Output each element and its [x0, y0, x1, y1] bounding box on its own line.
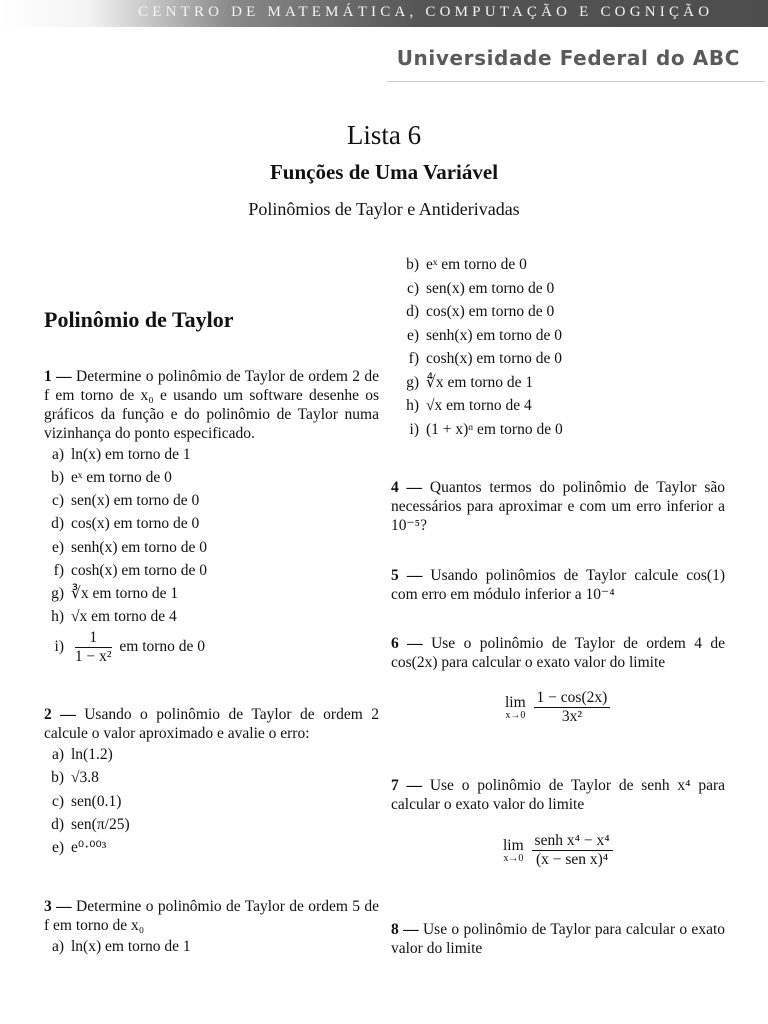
question-1	[44, 367, 379, 443]
list-item: b) eˣ em torno de 0	[406, 256, 527, 273]
question-text: Determine o polinômio de Taylor de ordem 5 de f em torno de x₀	[44, 898, 380, 934]
question-text: Usando polinômios de Taylor calcule cos(1) com erro em módulo inferior a 10⁻⁴	[391, 567, 725, 603]
list-item: i) (1 + x)ᵅ em torno de 0	[409, 421, 563, 438]
list-item: e) senh(x) em torno de 0	[406, 327, 563, 344]
fraction: $\frac{\text{senh x⁴ − x⁴}}{\text{(x − sen x)⁴}}$	[532, 832, 613, 869]
question-5	[391, 566, 725, 604]
list-item: b) eˣ em torno de 0	[51, 469, 172, 486]
question-4	[391, 478, 725, 535]
doc-subtitle: Funções de Uma Variável	[269, 160, 499, 184]
question-number: 5 —	[391, 567, 423, 584]
question-7	[391, 776, 725, 814]
list-item: e) e⁰·⁰⁰³	[51, 839, 107, 856]
list-item: i) $\frac{1}{\text{1 − x²}}$ em torno de 0	[54, 629, 206, 665]
list-item: d) cos(x) em torno de 0	[51, 515, 200, 532]
question-number: 7 —	[391, 777, 423, 794]
list-item: c) sen(x) em torno de 0	[51, 492, 200, 509]
question-number: 6 —	[391, 635, 423, 652]
question-8	[391, 920, 725, 958]
section-title: Polinômio de Taylor	[44, 307, 234, 332]
question-number: 1 —	[44, 368, 72, 385]
question-number: 2 —	[44, 706, 76, 723]
list-item: e) senh(x) em torno de 0	[51, 539, 208, 556]
question-6	[391, 634, 725, 672]
header-rule	[387, 81, 765, 82]
university-name: Universidade Federal do ABC	[396, 46, 740, 70]
list-item: d) sen(π/25)	[51, 816, 130, 833]
list-item: d) cos(x) em torno de 0	[406, 303, 555, 320]
question-text: Quantos termos do polinômio de Taylor são necessários para aproximar e com um erro inferior a 10⁻⁵?	[391, 479, 726, 534]
list-item: g) ∜x em torno de 1	[406, 374, 534, 391]
question-3	[44, 897, 379, 935]
question-text: Use o polinômio de Taylor para calcular o exato valor do limite	[391, 921, 725, 957]
question-2	[44, 705, 379, 743]
header-banner	[0, 0, 768, 27]
list-item: h) √x em torno de 4	[406, 397, 532, 414]
question-text: Usando o polinômio de Taylor de ordem 2 calcule o valor aproximado e avalie o erro:	[44, 706, 379, 742]
list-item: f) cosh(x) em torno de 0	[408, 350, 563, 367]
doc-topic: Polinômios de Taylor e Antiderivadas	[248, 199, 520, 219]
banner-text: CENTRO DE MATEMÁTICA, COMPUTAÇÃO E COGNIÇÃO	[138, 4, 714, 20]
fraction: $\frac{1}{\text{1 − x²}}$	[74, 629, 112, 665]
question-number: 3 —	[44, 898, 72, 915]
list-item: f) cosh(x) em torno de 0	[53, 562, 208, 579]
question-number: 4 —	[391, 479, 423, 496]
list-item: h) √x em torno de 4	[51, 608, 177, 625]
list-item: g) ∛x em torno de 1	[51, 585, 179, 602]
list-item: b) √3.8	[51, 769, 99, 786]
list-item: c) sen(0.1)	[51, 793, 122, 810]
limit-expression: lim x→0 $\frac{1 - \cos(2x)}{\text{3x²}}$	[505, 689, 614, 726]
list-item: c) sen(x) em torno de 0	[406, 280, 555, 297]
question-text: Determine o polinômio de Taylor de ordem 2 de f em torno de x₀ e usando um software desenhe os gráficos da função e do polinômio de Taylor numa vizinhança do ponto especificado.	[44, 368, 380, 442]
list-item: a) ln(x) em torno de 1	[51, 938, 191, 955]
doc-title: Lista 6	[346, 120, 422, 150]
question-text: Use o polinômio de Taylor de senh x⁴ para calcular o exato valor do limite	[391, 777, 726, 813]
list-item: a) ln(1.2)	[51, 746, 113, 763]
limit-expression: lim x→0 $\frac{\text{senh x⁴ − x⁴}}{\text{(x − sen x)⁴}}$	[503, 832, 617, 869]
list-item: a) ln(x) em torno de 1	[51, 446, 191, 463]
question-number: 8 —	[391, 921, 419, 938]
fraction: $\frac{1 - \cos(2x)}{\text{3x²}}$	[534, 689, 611, 726]
question-text: Use o polinômio de Taylor de ordem 4 de cos(2x) para calcular o exato valor do limite	[391, 635, 726, 671]
